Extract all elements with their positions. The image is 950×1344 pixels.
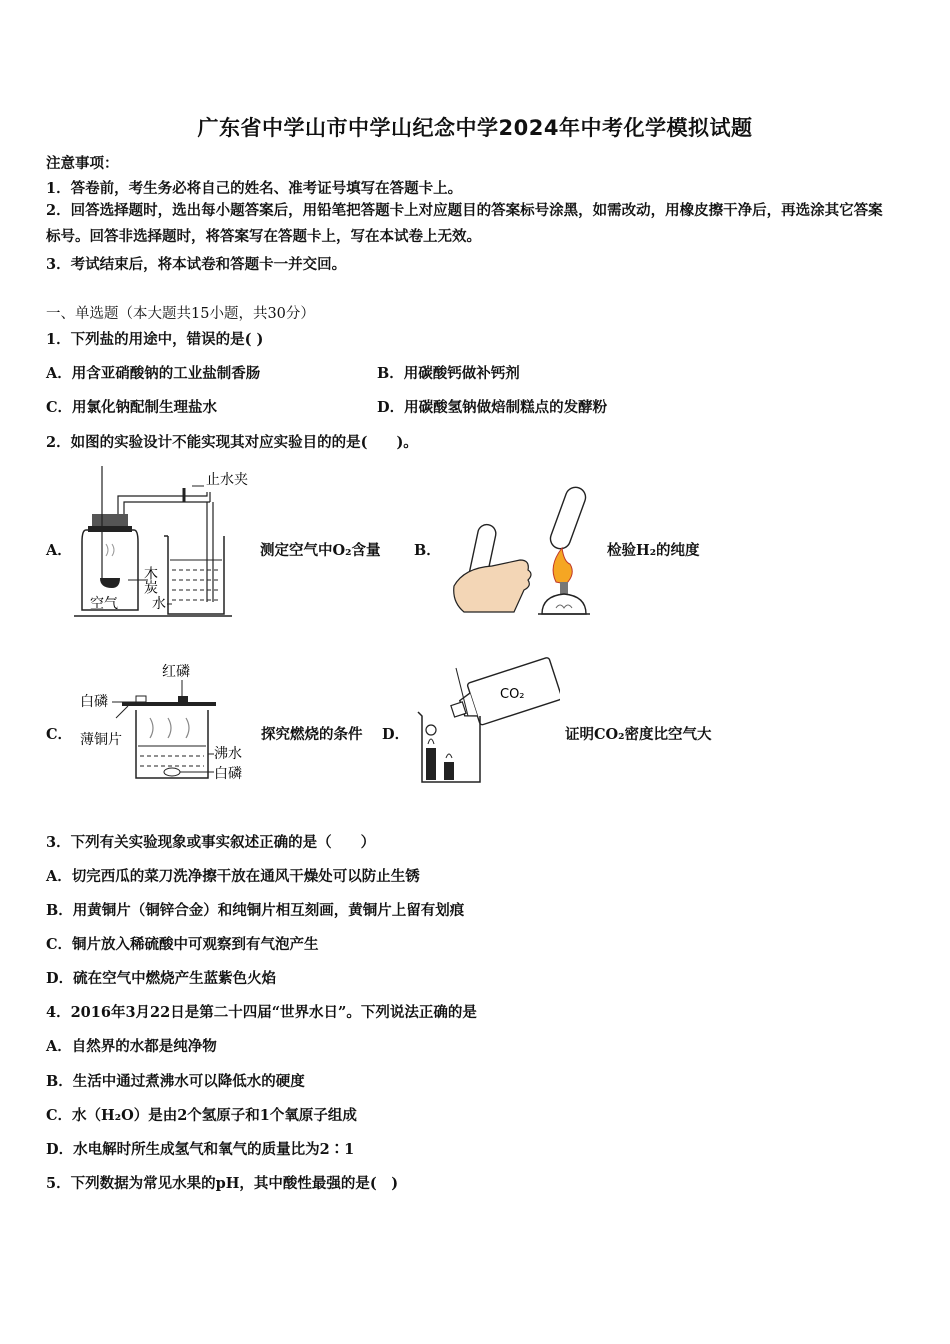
section-heading: 一、单选题（本大题共15小题，共30分） bbox=[46, 306, 315, 322]
q1-stem: 1．下列盐的用途中，错误的是( ) bbox=[46, 331, 264, 348]
q4-option-d: D．水电解时所生成氢气和氧气的质量比为2∶1 bbox=[46, 1141, 355, 1158]
notice-item-1: 1．答卷前，考生务必将自己的姓名、准考证号填写在答题卡上。 bbox=[46, 180, 463, 197]
label-charcoal: 木炭 bbox=[142, 566, 158, 594]
q4-option-a: A．自然界的水都是纯净物 bbox=[46, 1038, 217, 1055]
label-clamp: 止水夹 bbox=[206, 472, 248, 488]
q4-option-c: C．水（H₂O）是由2个氢原子和1个氧原子组成 bbox=[46, 1107, 357, 1124]
figure-combustion-conditions bbox=[76, 658, 256, 788]
label-white-phosphorus-top: 白磷 bbox=[80, 694, 108, 710]
label-red-phosphorus: 红磷 bbox=[162, 664, 190, 680]
label-air: 空气 bbox=[90, 596, 118, 612]
q4-stem: 4．2016年3月22日是第二十四届“世界水日”。下列说法正确的是 bbox=[46, 1004, 477, 1021]
figure-hydrogen-purity-test bbox=[444, 482, 604, 622]
figure-air-oxygen-apparatus bbox=[72, 466, 258, 624]
q3-option-b: B．用黄铜片（铜锌合金）和纯铜片相互刻画，黄铜片上留有划痕 bbox=[46, 902, 465, 919]
q3-stem: 3．下列有关实验现象或事实叙述正确的是（ ） bbox=[46, 834, 376, 851]
notice-heading: 注意事项： bbox=[46, 155, 119, 172]
q2-option-c-text: 探究燃烧的条件 bbox=[261, 726, 363, 743]
q5-stem: 5．下列数据为常见水果的pH，其中酸性最强的是( ) bbox=[46, 1175, 399, 1192]
label-white-phosphorus-bottom: 白磷 bbox=[214, 766, 242, 782]
notice-item-3: 3．考试结束后，将本试卷和答题卡一并交回。 bbox=[46, 256, 347, 273]
q2-letter-a: A． bbox=[46, 542, 72, 559]
label-boiling-water: 沸水 bbox=[214, 746, 242, 762]
page-title: 广东省中学山市中学山纪念中学2024年中考化学模拟试题 bbox=[197, 116, 753, 140]
q2-letter-c: C． bbox=[46, 726, 73, 743]
q1-option-a: A．用含亚硝酸钠的工业盐制香肠 bbox=[46, 365, 261, 382]
label-copper-sheet: 薄铜片 bbox=[80, 732, 122, 748]
q1-option-c: C．用氯化钠配制生理盐水 bbox=[46, 399, 218, 416]
label-water: 水 bbox=[152, 596, 166, 612]
q2-stem: 2．如图的实验设计不能实现其对应实验目的的是( )。 bbox=[46, 434, 418, 451]
notice-item-2: 2．回答选择题时，选出每小题答案后，用铅笔把答题卡上对应题目的答案标号涂黑，如需改动，用橡皮擦干净后，再选涂其它答案标号。回答非选择题时，将答案写在答题卡上，写在本试卷上无效。 bbox=[46, 202, 883, 245]
q2-letter-b: B． bbox=[414, 542, 441, 559]
q1-option-d: D．用碳酸氢钠做焙制糕点的发酵粉 bbox=[377, 399, 608, 416]
q2-option-d-text: 证明CO₂密度比空气大 bbox=[565, 726, 712, 743]
q3-option-c: C．铜片放入稀硫酸中可观察到有气泡产生 bbox=[46, 936, 319, 953]
q2-option-b-text: 检验H₂的纯度 bbox=[607, 542, 700, 559]
q2-letter-d: D． bbox=[382, 726, 410, 743]
figure-co2-density bbox=[410, 656, 560, 786]
q3-option-d: D．硫在空气中燃烧产生蓝紫色火焰 bbox=[46, 970, 277, 987]
q1-option-b: B．用碳酸钙做补钙剂 bbox=[377, 365, 520, 382]
q2-option-a-text: 测定空气中O₂含量 bbox=[260, 542, 381, 559]
q4-option-b: B．生活中通过煮沸水可以降低水的硬度 bbox=[46, 1073, 305, 1090]
q3-option-a: A．切完西瓜的菜刀洗净擦干放在通风干燥处可以防止生锈 bbox=[46, 868, 420, 885]
label-co2: CO₂ bbox=[500, 687, 525, 702]
